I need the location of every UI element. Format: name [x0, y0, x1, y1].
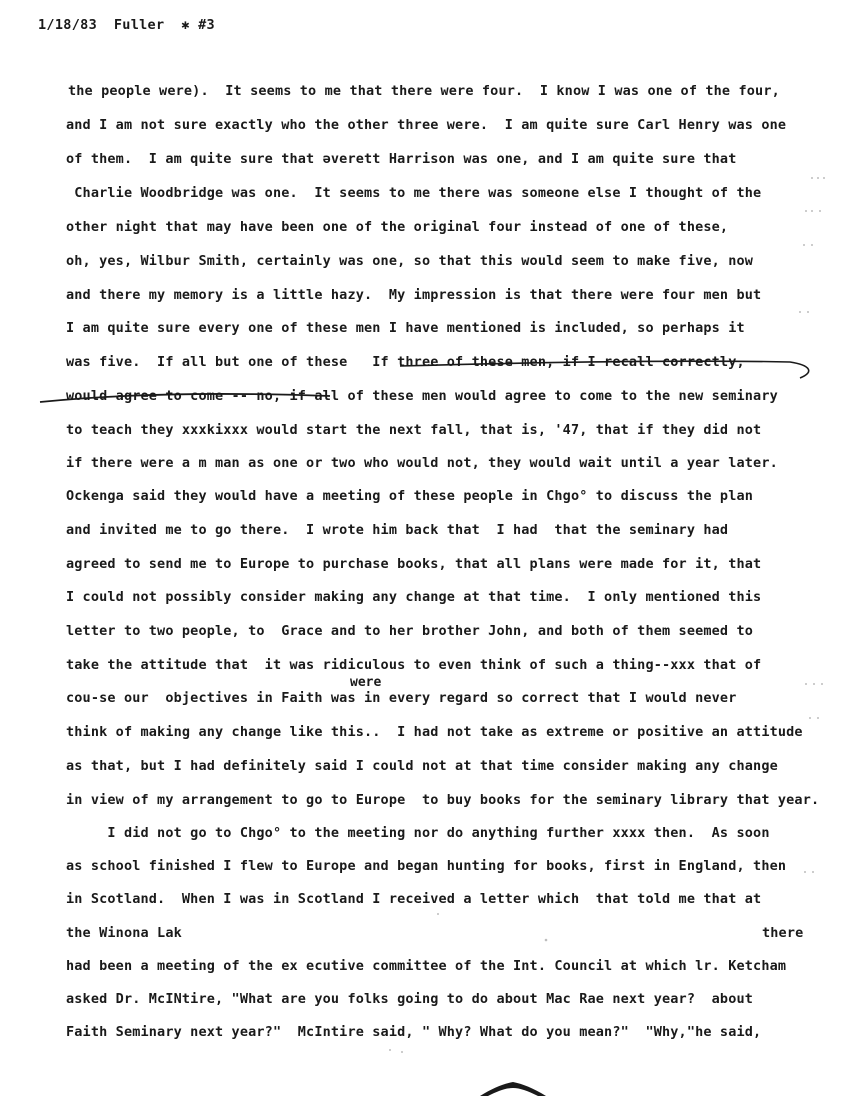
page-edge-mark: [478, 1078, 548, 1098]
text-line-25: in Scotland. When I was in Scotland I received a letter which that told me that at: [66, 891, 762, 907]
interlinear-insert-were: were: [350, 675, 382, 690]
text-line-3: of them. I am quite sure that ǝverett Harrison was one, and I am quite sure that: [66, 151, 737, 167]
text-line-14: and invited me to go there. I wrote him back that I had that the seminary had: [66, 522, 729, 538]
text-line-29: Faith Seminary next year?" McIntire said, " Why? What do you mean?" "Why,"he said,: [66, 1024, 762, 1040]
text-line-24: as school finished I flew to Europe and began hunting for books, first in England, then: [66, 858, 787, 874]
text-line-8: I am quite sure every one of these men I have mentioned is included, so perhaps it: [66, 320, 745, 336]
text-line-1: the people were). It seems to me that there were four. I know I was one of the four,: [68, 83, 780, 99]
text-line-26-right: there: [762, 925, 804, 941]
text-line-9: was five. If all but one of these If three of these men, if I recall correctly,: [66, 354, 745, 370]
text-line-27: had been a meeting of the ex ecutive committee of the Int. Council at which lr. Ketcham: [66, 958, 787, 974]
text-line-6: oh, yes, Wilbur Smith, certainly was one, so that this would seem to make five, now: [66, 253, 754, 269]
text-line-11: to teach they xxxkixxx would start the next fall, that is, '47, that if they did not: [66, 422, 762, 438]
text-line-21: as that, but I had definitely said I could not at that time consider making any change: [66, 758, 778, 774]
text-line-26: the Winona Lak: [66, 925, 182, 941]
text-line-5: other night that may have been one of the original four instead of one of these,: [66, 219, 729, 235]
text-line-13: Ockenga said they would have a meeting of these people in Chgo° to discuss the plan: [66, 488, 754, 504]
text-line-28: asked Dr. McINtire, "What are you folks going to do about Mac Rae next year? about: [66, 991, 754, 1007]
text-line-23: I did not go to Chgo° to the meeting nor do anything further xxxx then. As soon: [66, 825, 770, 841]
text-line-10: would agree to come -- no, if all of these men would agree to come to the new seminary: [66, 388, 778, 404]
page-header: 1/18/83 Fuller ✱ #3: [38, 17, 215, 33]
text-line-19: cou-se our objectives in Faith was in every regard so correct that I would never: [66, 690, 737, 706]
text-line-4: Charlie Woodbridge was one. It seems to me there was someone else I thought of the: [66, 185, 762, 201]
text-line-20: think of making any change like this.. I had not take as extreme or positive an attitude: [66, 724, 803, 740]
text-line-2: and I am not sure exactly who the other three were. I am quite sure Carl Henry was one: [66, 117, 787, 133]
text-line-18: take the attitude that it was ridiculous to even think of such a thing--xxx that of: [66, 657, 762, 673]
text-line-7: and there my memory is a little hazy. My impression is that there were four men but: [66, 287, 762, 303]
text-line-15: agreed to send me to Europe to purchase books, that all plans were made for it, that: [66, 556, 762, 572]
text-line-22: in view of my arrangement to go to Europe to buy books for the seminary library that year.: [66, 792, 820, 808]
text-line-12: if there were a m man as one or two who would not, they would wait until a year later.: [66, 455, 778, 471]
text-line-16: I could not possibly consider making any change at that time. I only mentioned this: [66, 589, 762, 605]
text-line-17: letter to two people, to Grace and to her brother John, and both of them seemed to: [66, 623, 754, 639]
